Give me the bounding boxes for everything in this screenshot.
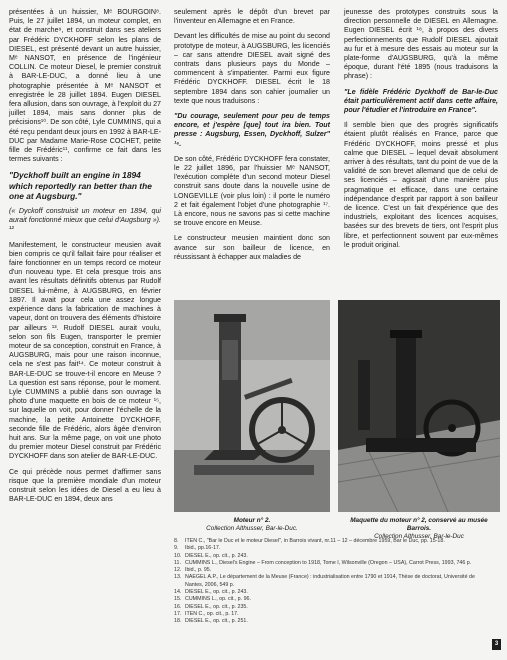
footnote: 13. NAEGEL A.P., Le département de la Meuse (France) : industrialisation entre 1790 et 1914, Thèse de doctorat, Université de Nantes, 2006, 549 p.: [174, 574, 475, 588]
model-photo: [338, 300, 500, 512]
caption-title: Maquette du moteur n° 2, conservé au musée Barrois.: [350, 517, 488, 532]
caption-credit: Collection Althusser, Bar-le-Duc: [374, 533, 464, 540]
caption-title: Moteur n° 2.: [233, 517, 271, 524]
paragraph: Devant les difficultés de mise au point du second prototype de moteur, à AUGSBURG, les licenciés – car sans attendre DIESEL avait signé des contrats dans plusieurs pays du Monde – commencent à s'impatienter. Parmi eux figure Frédéric DYCKHOFF. DIESEL écrit le 18 septembre 1894 dans son cahier journalier un texte que nous traduisons :: [174, 32, 330, 105]
paragraph: Manifestement, le constructeur meusien avait bien compris ce qu'il fallait faire pour réaliser et faire fonctionner en un temps record ce moteur d'un nouveau type. Et cela presque trois ans avant les résultats définitifs obtenus par Rudolf DIESEL lui-même, à AUGSBURG, en février 1897. Il avait pour cela une assez longue expérience dans la fabrication de machines à vapeur, dont on trouvera des éléments d'histoire par ailleurs ¹³. Rudolf DIESEL aurait voulu, selon son fils Eugen, transporter le premier moteur de sa conception, construit en France, à AUGSBURG, mais pour une raison inconnue, cela ne s'est pas fait¹⁴. Ce moteur construit à BAR-LE-DUC se trouve-t-il encore en Meuse ? La question est sans réponse, pour le moment. Lyle CUMMINS a publié dans son ouvrage la photo d'une maquette en bois de ce moteur ¹⁵, sur laquelle on voit, pour donner l'échelle de la machine, la petite Antoinette DYCKHOFF, seconde fille de Frédéric, alors âgée d'environ huit ans. Sur la même page, on voit une photo du premier moteur Diesel construit par Frédéric DYCKHOFF dans son atelier de BAR-LE-DUC.: [9, 240, 161, 461]
text-column-1: [9, 8, 161, 510]
footnote: 8. ITEN C., "Bar le Duc et le moteur Diesel", in Barrois vivant, nr.11 – 12 – décembre 1959, Bar le Duc, pp. 15-18.: [174, 538, 445, 544]
footnote: 17. ITEN C., op. cit., p. 17.: [174, 610, 239, 617]
paragraph: seulement après le dépôt d'un brevet par l'inventeur en Allemagne et en France.: [174, 8, 330, 26]
footnote: 16. DIESEL E., op. cit., p. 235.: [174, 603, 248, 610]
page-number: 3: [492, 639, 501, 650]
paragraph: jeunesse des prototypes construits sous la direction personnelle de DIESEL en Allemagne. Eugen DIESEL écrit ¹⁸, à propos des divers perfectionnements que Rudolf DIESEL ajoutait au fur et à mesure des essais au moteur sur la plate-forme d'AUGSBURG, qu'à la même époque, durant l'été 1895 (nous traduisons la phrase) :: [344, 8, 498, 81]
photo-caption: [174, 517, 330, 533]
footnotes: [174, 538, 494, 626]
footnote: 10. DIESEL E., op. cit., p. 243.: [174, 552, 248, 559]
footnote: 15. CUMMINS L., op. cit., p. 96.: [174, 596, 251, 603]
paragraph: Ce qui précède nous permet d'affirmer sans risque que la première mondiale d'un moteur construit selon les idées de Diesel a eu lieu à BAR-LE-DUC en 1894, deux ans: [9, 467, 161, 504]
paragraph: De son côté, Frédéric DYCKHOFF fera constater, le 22 juillet 1896, par l'huissier Mᵉ NANSOT, l'exécution complète d'un second moteur Diesel construit sans doute dans la nouvelle usine de LONGEVILLE (voir plus loin) : il porte le numéro 2 et fait également l'objet d'une photographie ¹⁷. Là encore, nous ne savons pas si cette machine se trouve encore en Meuse.: [174, 154, 330, 228]
text-column-3: [344, 8, 498, 256]
caption-credit: Collection Althusser, Bar-le-Duc.: [206, 525, 298, 532]
footnote: 9. Ibid., pp.16-17.: [174, 545, 221, 552]
paragraph: présentées à un huissier, Mᵉ BOURGOIN⁸. Puis, le 27 juillet 1894, un moteur complet, en état de marche⁹, et construit dans ses ateliers par Frédéric DYCKHOFF selon les plans de DIESEL, est présenté devant un autre huissier, Mᵉ NANSOT, en présence de l'ingénieur COLLIN. Ce moteur Diesel, le premier construit à BAR-LE-DUC, a donné lieu à une photographie présentée à Mᵉ NANSOT et enregistrée le 28 juillet 1894. Eugen DIESEL fera allusion, dans son ouvrage, à l'exploit du 27 juillet 1894, mais sans donner plus de précisions¹⁰. De son côté, Lyle CUMMINS, qui a été reçu pendant deux jours en 1992 à BAR-LE-DUC par Madame Marie-Rose COCHET, petite fille de Frédéric¹¹, confirme ce fait dans les termes suivants :: [9, 8, 161, 164]
paragraph: Le constructeur meusien maintient donc son avance sur son bailleur de licence, en réussissant à échapper aux maladies de: [174, 234, 330, 261]
footnote: 18. DIESEL E., op. cit., p. 251.: [174, 618, 248, 625]
eugen-diesel-quote: "Le fidèle Frédéric Dyckhoff de Bar-le-Duc était particulièrement actif dans cette affaire, pour l'étudier et l'introduire en France".: [344, 87, 498, 115]
english-quote: "Dyckhoff built an engine in 1894 which reportedly ran better than the one at Augsburg.": [9, 170, 152, 201]
footnote: 12. Ibid., p. 95.: [174, 567, 212, 574]
engine-photo: [174, 300, 330, 512]
footnote: 14. DIESEL E., op. cit., p. 243.: [174, 589, 248, 596]
footnote: 11. CUMMINS L., Diesel's Engine – From conception to 1918, Tome I, Wilsonville (Oregon – USA), Carrot Press, 1993, 746 p.: [174, 559, 472, 566]
paragraph: Il semble bien que des progrès significatifs étaient plutôt réalisés en France, parce que Frédéric DYCKHOFF, moins pressé et plus calme que DIESEL – lequel devait absolument arriver à des résultats, tant du point de vue de la validité de son brevet allemand que de celui de ses licenciés – agissait d'une manière plus pragmatique et efficace, dans une certaine indépendance d'esprit par rapport à son bailleur de licence. C'est un fait d'expérience que des industriels, exploitant des licences acquises, basées sur des brevets de tiers, ont l'esprit plus libre, et perfectionnent souvent par eux-mêmes le produit original.: [344, 121, 498, 249]
text-column-2: [174, 8, 330, 268]
quote-translation: (« Dyckoff construisit un moteur en 1894, qui aurait fonctionné mieux que celui d'Augsburg »). ¹²: [9, 207, 161, 234]
diesel-quote: "Du courage, seulement pour peu de temps encore, et j'espère [que] tout ira bien. Tout presse : Augsburg, Essen, Dyckhoff, Sulzer" ¹⁶.: [174, 112, 330, 148]
